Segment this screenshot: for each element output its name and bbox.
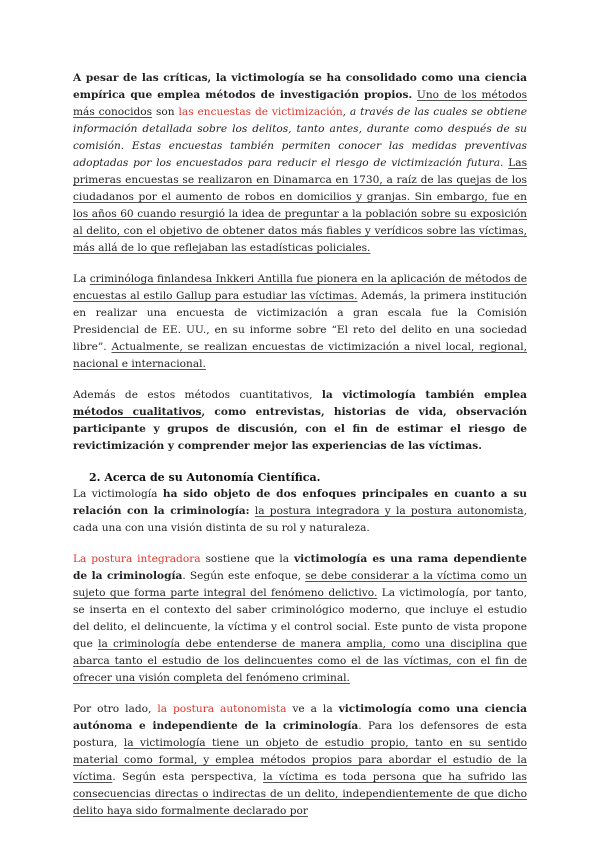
paragraph-pioneers (73, 271, 527, 373)
highlight-term: las encuestas de victimización (178, 106, 343, 118)
bold-text: victimología como una ciencia autónoma e independiente de la criminología (73, 703, 527, 732)
body-text: son (155, 106, 175, 118)
paragraph-two-approaches (73, 486, 527, 537)
paragraph-integrative (73, 551, 527, 687)
bold-text: , como entrevistas, historias de vida, observación participante y grupos de discusión, con el fin de estimar el riesgo de revictimización y comprender mejor las experiencias de las víctimas. (73, 406, 527, 452)
underlined-text: la postura integradora y la postura autonomista (254, 505, 524, 517)
body-text: , cada una con una visión distinta de su rol y naturaleza. (73, 505, 527, 534)
body-text: Por otro lado, (73, 703, 152, 715)
bold-text: victimología es una rama dependiente de la criminología (73, 553, 527, 582)
underlined-text: la victimología tiene un objeto de estudio propio, tanto en su sentido material como formal, y emplea métodos propios para abordar el estudio de la víctima (73, 737, 527, 783)
paragraph-qualitative (73, 387, 527, 455)
body-text: La (73, 273, 87, 285)
body-text: La victimología, por tanto, se inserta en el contexto del saber criminológico moderno, que incluye el estudio del delito, el delincuente, la víctima y el control social. Este punto de vista propone que (73, 587, 527, 650)
body-text: . Para los defensores de esta postura, (73, 720, 527, 749)
underlined-text: Las primeras encuestas se realizaron en Dinamarca en 1730, a raíz de las quejas de los ciudadanos por el aumento de robos en domicilios y granjas. Sin embargo, fue en los años 60 cuando resurgió la idea de preguntar a la población sobre su exposición al delito, con el objetivo de obtener datos más fiables y verídicos sobre las víctimas, más allá de lo que reflejaban las estadísticas policiales. (73, 157, 528, 254)
bold-text: ha sido objeto de dos enfoques principales en cuanto a su relación con la criminología: (73, 488, 527, 517)
paragraph-survey-methods (73, 70, 527, 257)
bold-text: la victimología también emplea (321, 389, 527, 401)
body-text: La victimología (73, 488, 158, 500)
highlight-term: La postura integradora (73, 553, 201, 565)
italic-text: , a través de las cuales se obtiene información detallada sobre los delitos, tanto antes, durante como después de su comisión. Estas encuestas también permiten conocer las medidas preventivas adoptadas por los encuestados para reducir el riesgo de victimización futura. (73, 106, 527, 169)
paragraph-autonomist (73, 701, 527, 820)
body-text: . Según esta perspectiva, (112, 771, 257, 783)
underlined-text: Uno de los métodos más conocidos (73, 89, 528, 118)
body-text: Además, la primera institución en realizar una encuesta de victimización a gran escala fue la Comisión Presidencial de EE. UU., en su informe sobre “El reto del delito en una sociedad libre”. (73, 290, 527, 353)
body-text: Además de estos métodos cuantitativos, (73, 389, 313, 401)
bold-lead: A pesar de las críticas, la victimología se ha consolidado como una ciencia empírica que emplea métodos de investigación propios. (73, 72, 527, 101)
body-text: . Según este enfoque, (182, 570, 301, 582)
bold-underlined-text: métodos cualitativos (73, 406, 202, 418)
body-text: ve a la (292, 703, 333, 715)
body-text: sostiene que la (205, 553, 290, 565)
underlined-text: se debe considerar a la víctima como un sujeto que forma parte integral del fenómeno delictivo. (73, 570, 527, 599)
underlined-text: Actualmente, se realizan encuestas de victimización a nivel local, regional, nacional e internacional. (73, 341, 527, 370)
highlight-term: la postura autonomista (157, 703, 287, 715)
document-page (73, 70, 527, 834)
underlined-text: la criminología debe entenderse de manera amplia, como una disciplina que abarca tanto el estudio de los delincuentes como el de las víctimas, con el fin de ofrecer una visión completa del fenómeno criminal. (73, 638, 527, 684)
underlined-text: criminóloga finlandesa Inkkeri Antilla fue pionera en la aplicación de métodos de encuestas al estilo Gallup para estudiar las víctimas. (73, 273, 527, 302)
underlined-text: la víctima es toda persona que ha sufrido las consecuencias directas o indirectas de un delito, independientemente de que dicho delito haya sido formalmente declarado por (73, 771, 527, 817)
section-heading: 2. Acerca de su Autonomía Científica. (89, 471, 321, 484)
